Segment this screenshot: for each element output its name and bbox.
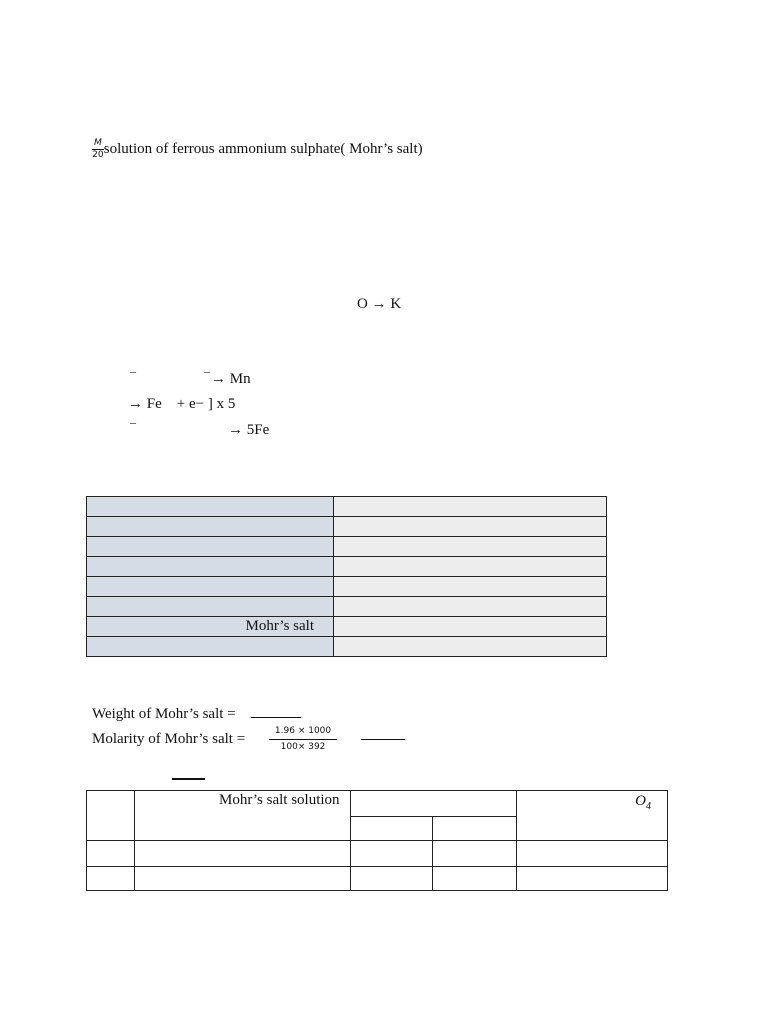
heading-fraction-numerator: M (94, 138, 102, 148)
table-header-row (87, 791, 668, 817)
weight-blank (251, 717, 301, 718)
table-label-cell (87, 577, 334, 597)
table-cell (517, 841, 668, 867)
weight-label: Weight of Mohr’s salt = (92, 706, 236, 722)
heading-text: solution of ferrous ammonium sulphate( Mohr’s salt) (103, 140, 423, 157)
section-underline (172, 778, 205, 780)
table-label-cell (87, 517, 334, 537)
table-row (87, 517, 607, 537)
table-row (87, 497, 607, 517)
table-value-cell (334, 577, 607, 597)
equation-line-2: → Mn (211, 371, 251, 387)
table-label-cell (87, 537, 334, 557)
table-cell (517, 867, 668, 891)
table-cell (350, 867, 433, 891)
table-cell (433, 867, 517, 891)
table-row (87, 841, 668, 867)
equation-line-4-mark: – (130, 415, 136, 429)
table-row (87, 637, 607, 657)
table-label-cell (87, 597, 334, 617)
header-subcell (433, 817, 517, 841)
weight-line (92, 706, 301, 723)
table-cell (87, 841, 135, 867)
equation-line-2-mark-a: – (130, 364, 136, 378)
molarity-line (92, 727, 405, 752)
table-cell (433, 841, 517, 867)
table-row (87, 537, 607, 557)
header-solution-label: Mohr’s salt solution (218, 792, 340, 808)
heading-fraction-denominator: 20 (92, 150, 104, 160)
table-cell (350, 841, 433, 867)
table-value-cell (334, 637, 607, 657)
table-label-cell (87, 557, 334, 577)
header-cell (350, 791, 517, 817)
table-cell (134, 867, 350, 891)
header-kmno4-label: O (635, 793, 646, 809)
table-row (87, 597, 607, 617)
equation-line-4: → 5Fe (228, 422, 270, 438)
header-cell (87, 791, 135, 841)
page-heading (92, 139, 423, 160)
table-row (87, 617, 607, 637)
table-label-cell (87, 497, 334, 517)
header-kmno4-cell (517, 791, 668, 841)
molarity-label: Molarity of Mohr’s salt = (92, 731, 246, 747)
equation-line-2-mark-b: – (204, 364, 210, 378)
table-value-cell (334, 537, 607, 557)
table-cell (134, 841, 350, 867)
header-subcell (350, 817, 433, 841)
table-row (87, 557, 607, 577)
header-solution-cell (134, 791, 350, 841)
molarity-fraction (269, 727, 337, 752)
molarity-fraction-numerator: 1.96 × 1000 (269, 727, 337, 740)
table-cell (87, 867, 135, 891)
equation-line-1: O → K (357, 296, 402, 312)
molarity-blank (361, 739, 405, 740)
table-value-cell (334, 617, 607, 637)
equation-line-3: → Fe + e− ] x 5 (128, 396, 236, 412)
header-kmno4-index: 4 (646, 801, 651, 812)
table-row (87, 577, 607, 597)
table-row (87, 867, 668, 891)
table-value-cell (334, 497, 607, 517)
table-label-cell: Mohr’s salt (87, 617, 334, 637)
table-value-cell (334, 517, 607, 537)
molarity-fraction-denominator: 100× 392 (280, 742, 326, 752)
heading-fraction (92, 139, 104, 160)
table-value-cell (334, 597, 607, 617)
preparation-table (86, 496, 607, 657)
table-label-cell (87, 637, 334, 657)
table-value-cell (334, 557, 607, 577)
observation-table (86, 790, 668, 891)
